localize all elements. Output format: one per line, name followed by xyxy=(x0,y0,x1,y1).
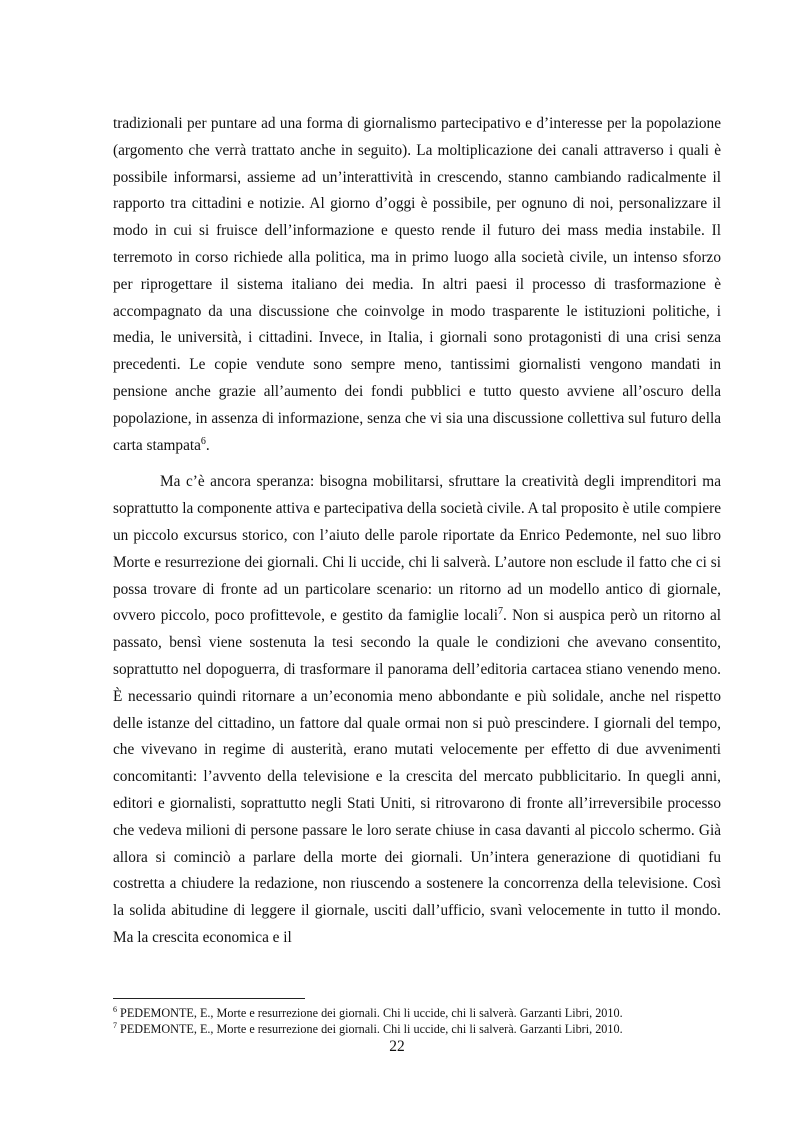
footnote-6 xyxy=(113,1005,721,1021)
footnote-text: PEDEMONTE, E., Morte e resurrezione dei giornali. Chi li uccide, chi li salverà. Garzanti Libri, 2010. xyxy=(117,1022,623,1036)
paragraph-2-text-b: . Non si auspica però un ritorno al passato, bensì viene sostenuta la tesi secondo la quale le condizioni che avevano consentito, soprattutto nel dopoguerra, di trasformare il panorama dell’editoria cartacea stiano venendo meno. È necessario quindi ritornare a un’economia meno abbondante e più solidale, anche nel rispetto delle istanze del cittadino, un fattore dal quale ormai non si può prescindere. I giornali del tempo, che vivevano in regime di austerità, erano mutati velocemente per effetto di due avvenimenti concomitanti: l’avvento della televisione e la crescita del mercato pubblicitario. In quegli anni, editori e giornalisti, soprattutto negli Stati Uniti, si ritrovarono di fronte all’irreversibile processo che vedeva milioni di persone passare le loro serate chiuse in casa davanti al piccolo schermo. Già allora si cominciò a parlare della morte dei giornali. Un’intera generazione di quotidiani fu costretta a chiudere la redazione, non riuscendo a sostenere la concorrenza della televisione. Così la solida abitudine di leggere il giornale, usciti dall’ufficio, svanì velocemente in tutto il mondo. Ma la crescita economica e il xyxy=(113,607,721,946)
footnote-ref-6: 6 xyxy=(200,435,206,447)
paragraph-1 xyxy=(113,111,721,459)
page-number: 22 xyxy=(389,1038,405,1055)
footnotes xyxy=(113,1005,721,1037)
paragraph-1-text: tradizionali per puntare ad una forma di giornalismo partecipativo e d’interesse per la popolazione (argomento che verrà trattato anche in seguito). La moltiplicazione dei canali attraverso i quali è possibile informarsi, assieme ad un’interattività in crescendo, stanno cambiando radicalmente il rapporto tra cittadini e notizie. Al giorno d’oggi è possibile, per ognuno di noi, personalizzare il modo in cui si fruisce dell’informazione e questo rende il futuro dei mass media instabile. Il terremoto in corso richiede alla politica, ma in primo luogo alla società civile, un intenso sforzo per riprogettare il sistema italiano dei media. In altri paesi il processo di trasformazione è accompagnato da una discussione che coinvolge in modo trasparente le istituzioni politiche, i media, le università, i cittadini. Invece, in Italia, i giornali sono protagonisti di una crisi senza precedenti. Le copie vendute sono sempre meno, tantissimi giornalisti vengono mandati in pensione anche grazie all’aumento dei fondi pubblici e tutto questo avviene all’oscuro della popolazione, in assenza di informazione, senza che vi sia una discussione collettiva sul futuro della carta stampata xyxy=(113,115,721,454)
footnote-7 xyxy=(113,1021,721,1037)
body-text xyxy=(113,111,721,952)
footnote-text: PEDEMONTE, E., Morte e resurrezione dei giornali. Chi li uccide, chi li salverà. Garzanti Libri, 2010. xyxy=(117,1006,623,1020)
paragraph-2-text-a: Ma c’è ancora speranza: bisogna mobilitarsi, sfruttare la creatività degli imprenditori ma soprattutto la componente attiva e partecipativa della società civile. A tal proposito è utile compiere un piccolo excursus storico, con l’aiuto delle parole riportate da Enrico Pedemonte, nel suo libro Morte e resurrezione dei giornali. Chi li uccide, chi li salverà. L’autore non esclude il fatto che ci si possa trovare di fronte ad un particolare scenario: un ritorno ad un modello antico di giornale, ovvero piccolo, poco profittevole, e gestito da famiglie locali xyxy=(113,473,721,625)
footnote-separator xyxy=(113,998,305,999)
footnote-number: 7 xyxy=(113,1020,117,1030)
footnote-number: 6 xyxy=(113,1004,117,1014)
footnote-ref-7: 7 xyxy=(498,606,504,618)
paragraph-1-end: . xyxy=(205,436,210,454)
paragraph-2 xyxy=(113,469,721,951)
